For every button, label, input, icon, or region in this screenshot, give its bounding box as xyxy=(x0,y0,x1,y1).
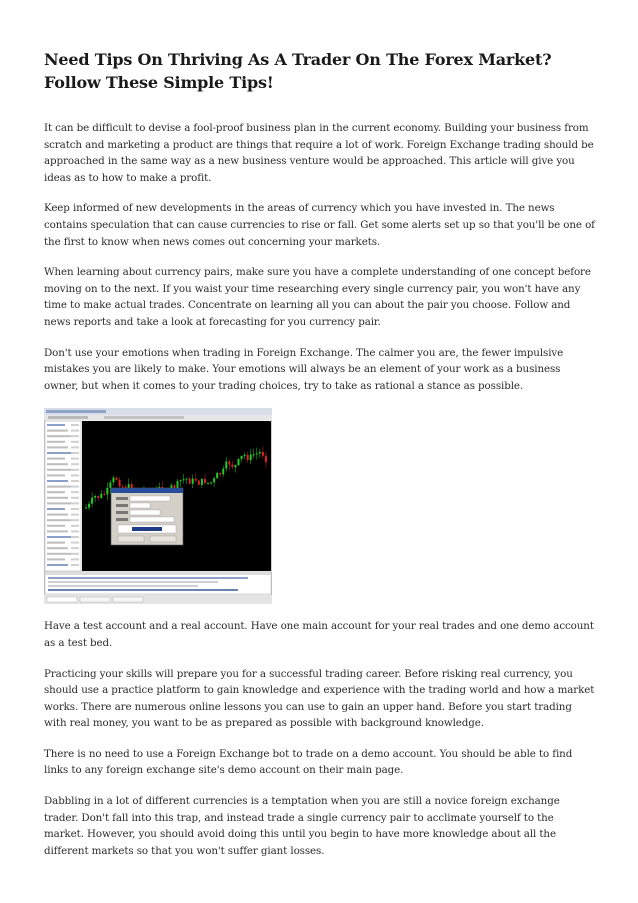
article-title: Need Tips On Thriving As A Trader On The Forex Market? Follow These Simple Tips! xyxy=(44,50,552,92)
article xyxy=(44,48,596,873)
paragraph-2: Keep informed of new developments in the areas of currency which you have invested in. The news contains speculation that can cause currencies to rise or fall. Get some alerts set up so that you'll be one of the first to know when news comes out concerning your markets. xyxy=(44,202,595,248)
paragraph-7: There is no need to use a Foreign Exchange bot to trade on a demo account. You should be able to find links to any foreign exchange site's demo account on their main page. xyxy=(44,747,573,777)
paragraph-1: It can be difficult to devise a fool-proof business plan in the current economy. Building your business from scratch and marketing a product are things that require a lot of work. Foreign Exchange trading should be approached in the same way as a new business venture would be approached. This article will give you ideas as to how to make a profit. xyxy=(44,122,594,184)
paragraph-5: Have a test account and a real account. Have one main account for your real trades and one demo account as a test bed. xyxy=(44,620,594,649)
paragraph-4: Don't use your emotions when trading in Foreign Exchange. The calmer you are, the fewer impulsive mistakes you are likely to make. Your emotions will always be an element of your work as a business owner, but when it comes to your trading choices, try to take as rational a stance as possible. xyxy=(44,346,564,392)
paragraph-8: Dabbling in a lot of different currencies is a temptation when you are still a novice foreign exchange trader. Don't fall into this trap, and instead trade a single currency pair to acclimate yourself to the market. However, you should avoid doing this until you begin to have more knowledge about all the different markets so that you won't suffer giant losses. xyxy=(44,795,560,857)
paragraph-6: Practicing your skills will prepare you for a successful trading career. Before risking real currency, you should use a practice platform to gain knowledge and experience with the trading world and how a market works. There are numerous online lessons you can use to gain an upper hand. Before you start trading with real money, you want to be as prepared as possible with background knowledge. xyxy=(44,667,595,730)
trading-platform-screenshot xyxy=(44,408,272,604)
paragraph-3: When learning about currency pairs, make sure you have a complete understanding of one concept before moving on to the next. If you waist your time researching every single currency pair, you won't have any time to make actual trades. Concentrate on learning all you can about the pair you choose. Follow and news reports and take a look at forecasting for you currency pair. xyxy=(44,266,591,328)
